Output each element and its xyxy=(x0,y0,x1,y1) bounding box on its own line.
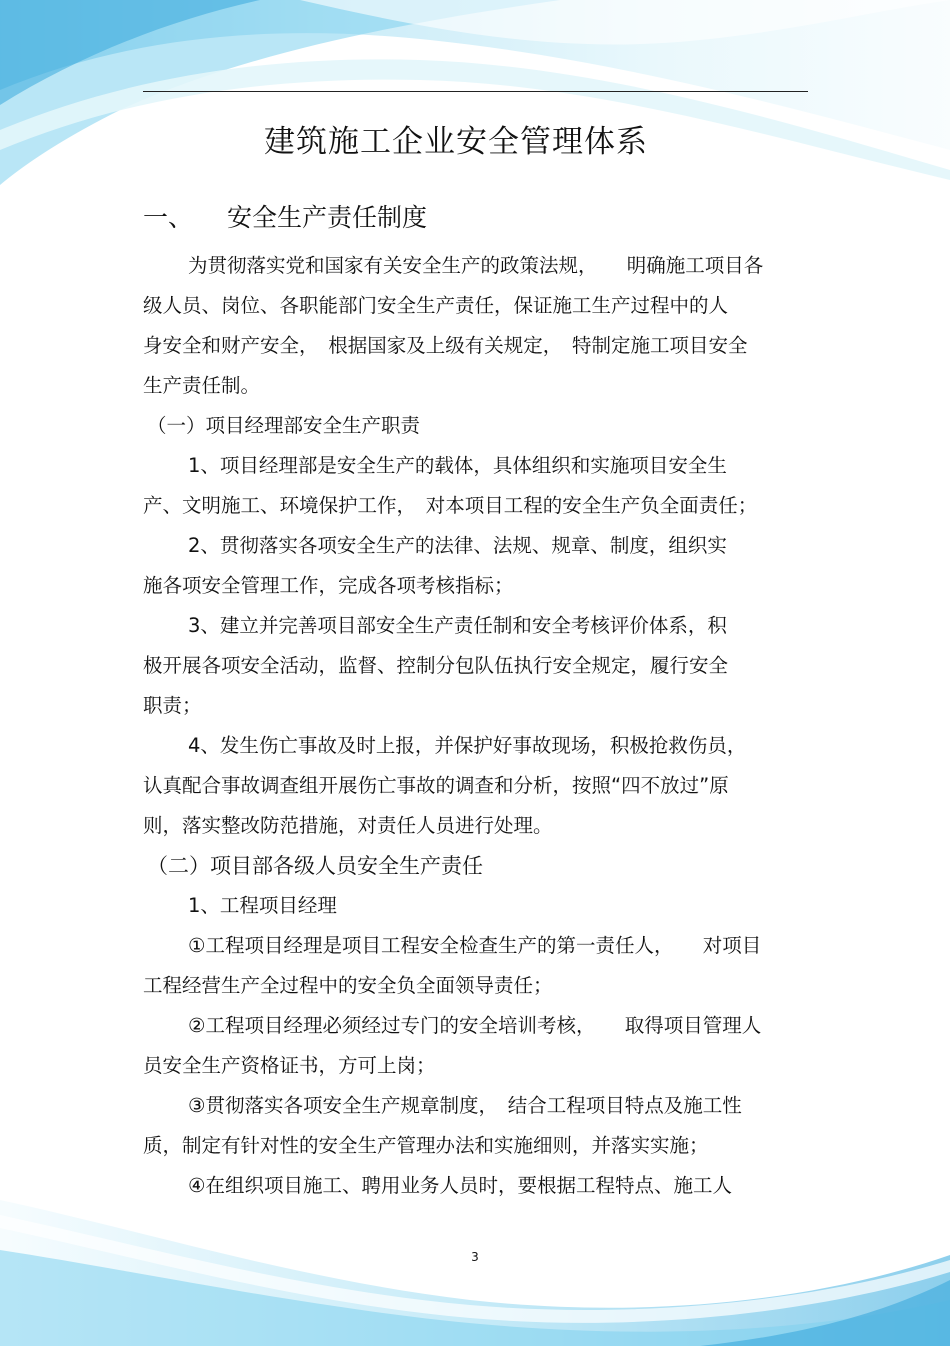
page-number: 3 xyxy=(471,1250,479,1264)
paragraph-line: 员安全生产资格证书，方可上岗； xyxy=(143,1054,436,1077)
paragraph-line: ④在组织项目施工、聘用业务人员时，要根据工程特点、施工人 xyxy=(188,1174,732,1197)
paragraph-line: 工程经营生产全过程中的安全负全面领导责任； xyxy=(143,974,553,997)
paragraph-line: 质，制定有针对性的安全生产管理办法和实施细则，并落实实施； xyxy=(143,1134,709,1157)
paragraph-line: 产、文明施工、环境保护工作， 对本项目工程的安全生产负全面责任； xyxy=(143,494,758,517)
paragraph-line: 2、贯彻落实各项安全生产的法律、法规、规章、制度，组织实 xyxy=(188,534,727,557)
paragraph-line: 级人员、岗位、各职能部门安全生产责任，保证施工生产过程中的人 xyxy=(143,294,729,317)
item-heading: 1、工程项目经理 xyxy=(188,894,337,917)
paragraph-line: 1、项目经理部是安全生产的载体，具体组织和实施项目安全生 xyxy=(188,454,727,477)
paragraph-line: 生产责任制。 xyxy=(143,374,261,397)
section-number: 一、 xyxy=(143,203,194,232)
document-title: 建筑施工企业安全管理体系 xyxy=(264,124,648,160)
paragraph-line: 4、发生伤亡事故及时上报，并保护好事故现场，积极抢救伤员， xyxy=(188,734,747,757)
paragraph-line: 认真配合事故调查组开展伤亡事故的调查和分析，按照“四不放过”原 xyxy=(143,774,729,797)
header-rule xyxy=(143,91,808,92)
paragraph-line: 职责； xyxy=(143,694,202,717)
subsection-heading: （二）项目部各级人员安全生产责任 xyxy=(147,854,483,878)
section-heading xyxy=(143,198,427,234)
paragraph-line: 施各项安全管理工作，完成各项考核指标； xyxy=(143,574,514,597)
section-heading-text: 安全生产责任制度 xyxy=(227,203,428,232)
paragraph-line: ①工程项目经理是项目工程安全检查生产的第一责任人， 对项目 xyxy=(188,934,762,957)
subsection-heading: （一）项目经理部安全生产职责 xyxy=(147,414,421,437)
paragraph-line: 身安全和财产安全， 根据国家及上级有关规定， 特制定施工项目安全 xyxy=(143,334,748,357)
paragraph-line: 为贯彻落实党和国家有关安全生产的政策法规， 明确施工项目各 xyxy=(188,254,764,277)
paragraph-line: 则，落实整改防范措施，对责任人员进行处理。 xyxy=(143,814,553,837)
paragraph-line: 极开展各项安全活动，监督、控制分包队伍执行安全规定，履行安全 xyxy=(143,654,729,677)
paragraph-line: ②工程项目经理必须经过专门的安全培训考核， 取得项目管理人 xyxy=(188,1014,762,1037)
paragraph-line: ③贯彻落实各项安全生产规章制度， 结合工程项目特点及施工性 xyxy=(188,1094,742,1117)
paragraph-line: 3、建立并完善项目部安全生产责任制和安全考核评价体系，积 xyxy=(188,614,727,637)
